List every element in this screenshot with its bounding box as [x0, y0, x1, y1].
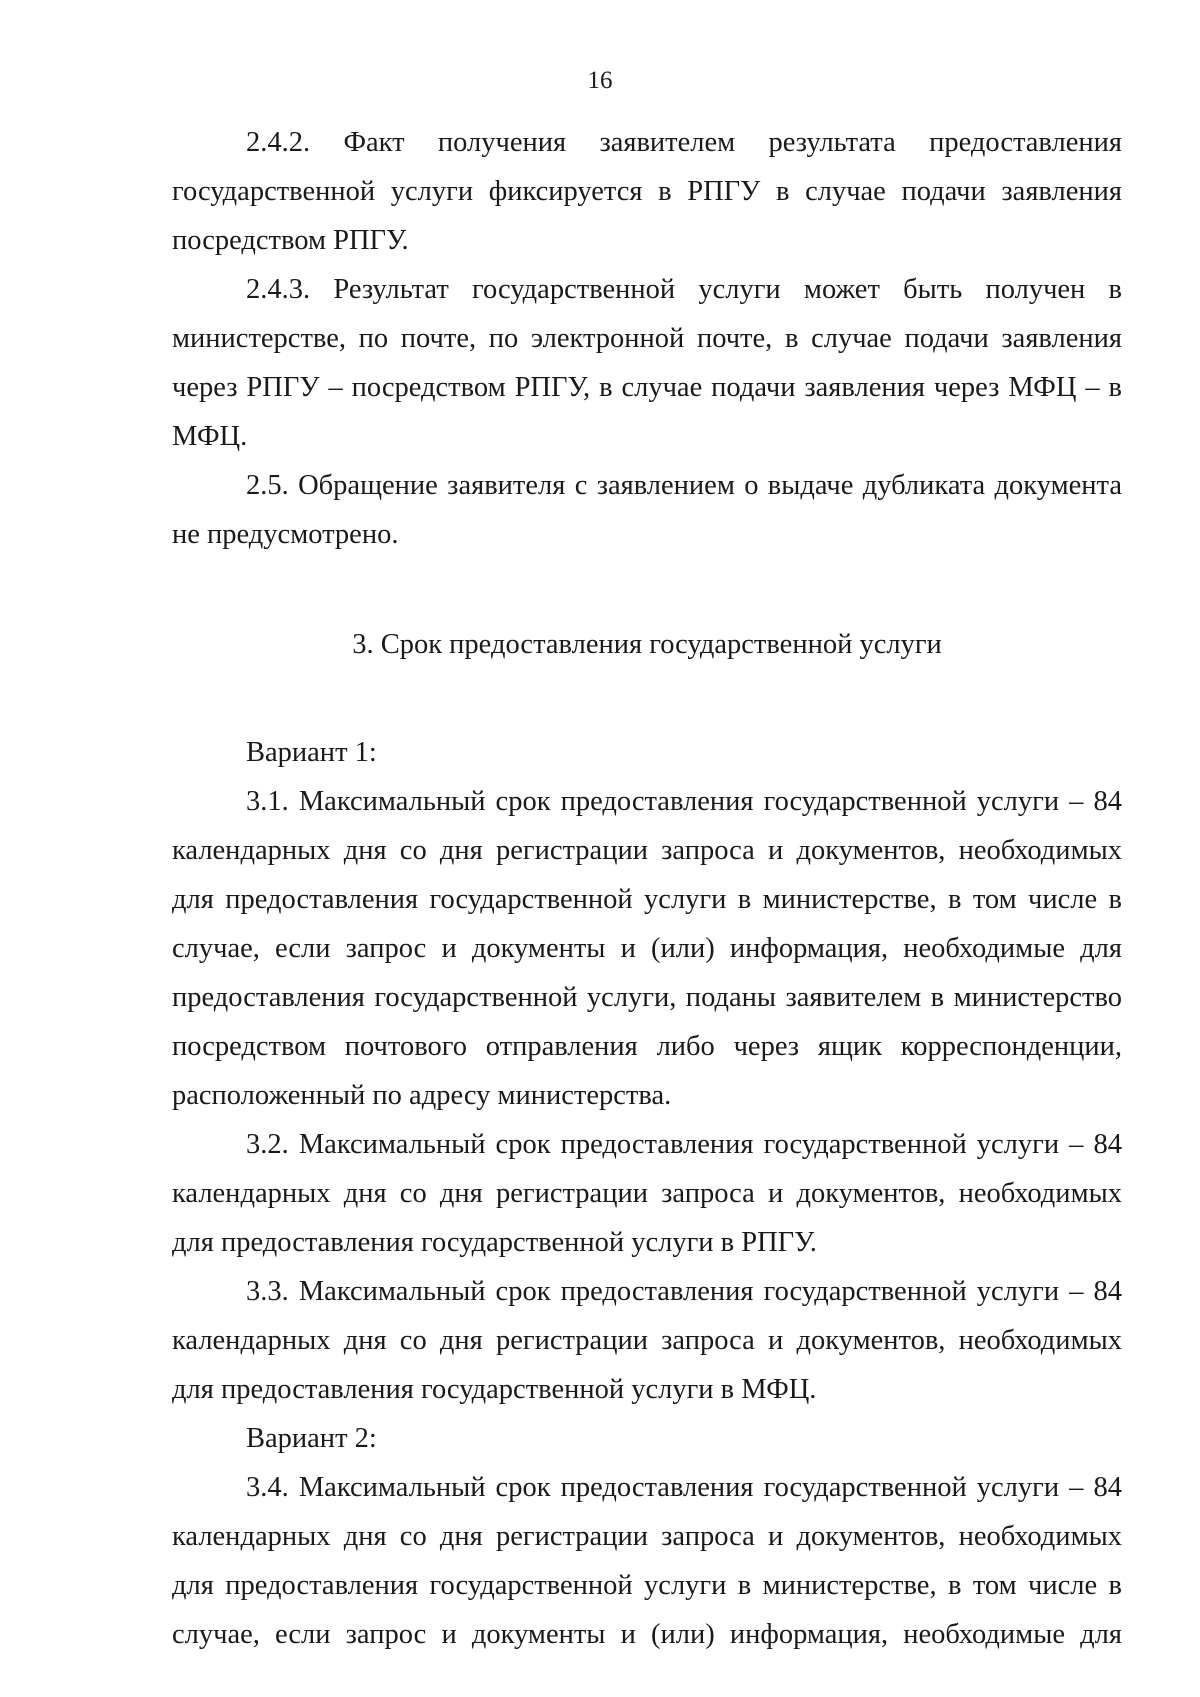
variant-2-label: Вариант 2: — [246, 1423, 377, 1454]
paragraph-3-1: 3.1. Максимальный срок предоставления государственной услуги – 84 календарных дня со дня регистрации запроса и документов, необходимых для предоставления государственной услуги в министерстве, в том числе в случае, если запрос и документы и (или) информация, необходимые для предоставления государственной услуги, поданы заявителем в министерство посредством почтового отправления либо через ящик корреспонденции, расположенный по адресу министерства. — [172, 786, 1122, 1111]
paragraph-3-3: 3.3. Максимальный срок предоставления государственной услуги – 84 календарных дня со дня регистрации запроса и документов, необходимых для предоставления государственной услуги в МФЦ. — [172, 1276, 1122, 1405]
paragraph-3-2: 3.2. Максимальный срок предоставления государственной услуги – 84 календарных дня со дня регистрации запроса и документов, необходимых для предоставления государственной услуги в РПГУ. — [172, 1129, 1122, 1258]
paragraph-2-5: 2.5. Обращение заявителя с заявлением о выдаче дубликата документа не предусмотрено. — [172, 470, 1122, 550]
variant-1-label: Вариант 1: — [246, 737, 377, 768]
paragraph-2-4-3: 2.4.3. Результат государственной услуги может быть получен в министерстве, по почте, по электронной почте, в случае подачи заявления через РПГУ – посредством РПГУ, в случае подачи заявления через МФЦ – в МФЦ. — [172, 274, 1122, 452]
paragraph-2-4-2: 2.4.2. Факт получения заявителем результата предоставления государственной услуги фиксируется в РПГУ в случае подачи заявления посредством РПГУ. — [172, 127, 1122, 256]
section-heading: 3. Срок предоставления государственной услуги — [352, 629, 942, 660]
page-number: 16 — [587, 67, 613, 94]
document-body — [172, 118, 1122, 1659]
paragraph-3-4: 3.4. Максимальный срок предоставления государственной услуги – 84 календарных дня со дня регистрации запроса и документов, необходимых для предоставления государственной услуги в министерстве, в том числе в случае, если запрос и документы и (или) информация, необходимые для — [172, 1472, 1122, 1650]
